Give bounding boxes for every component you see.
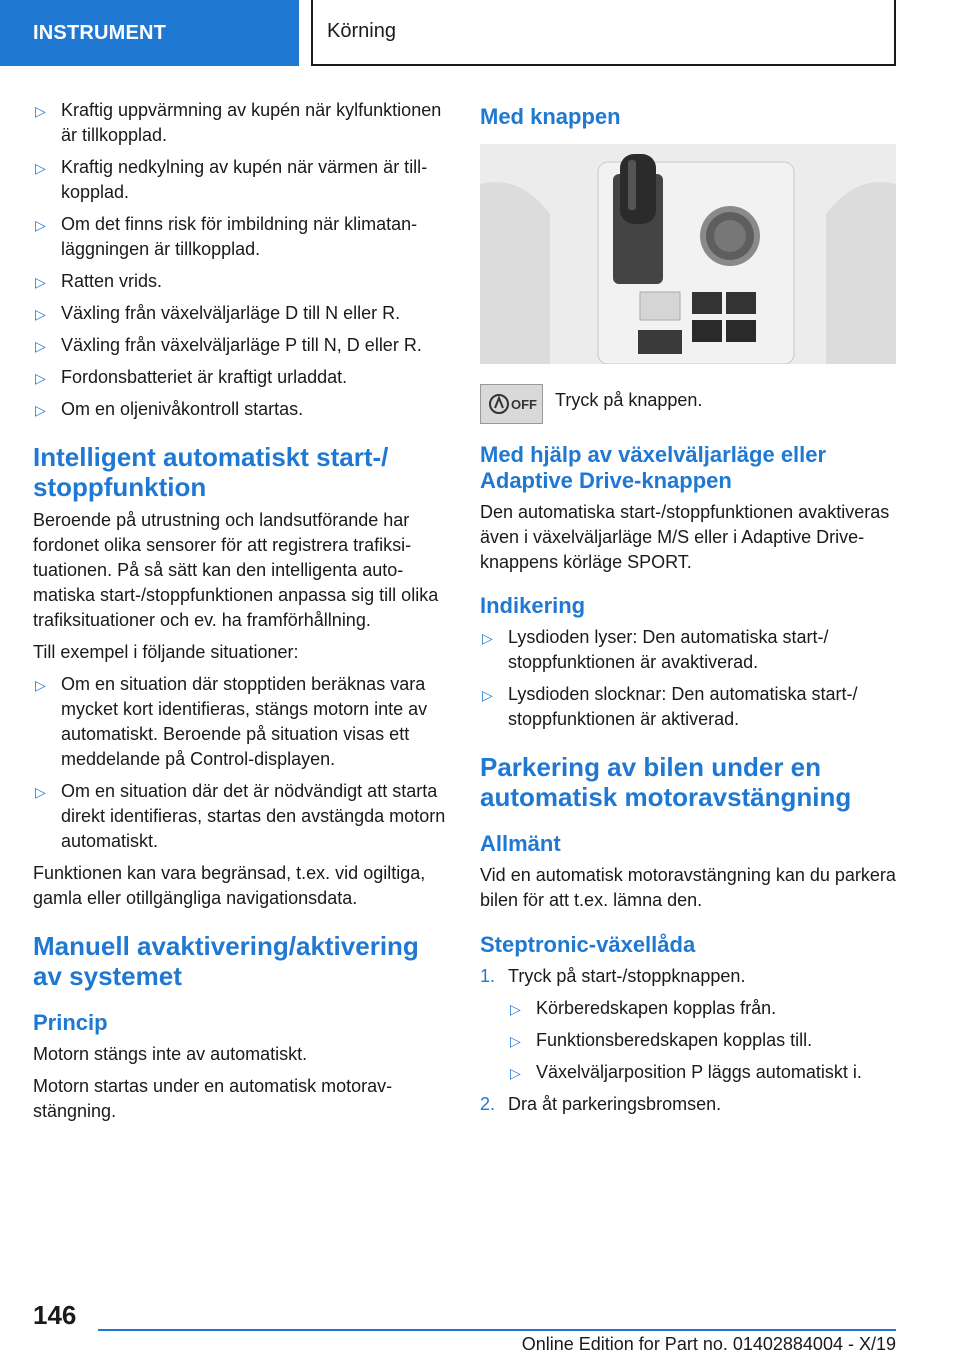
paragraph-princip-2: Motorn startas under en automatisk motoravstängning. — [33, 1076, 393, 1121]
list-item: ▷ Om en situation där stopptiden beräknas vara mycket kort identifieras, stängs motorn inte av automatiskt. Beroende på situation visas ett meddelande på Control-displayen. — [35, 674, 428, 769]
heading-manual-deactivation: Manuell avaktivering/aktivering av systemet — [33, 931, 419, 991]
step-number: 2. — [480, 1094, 496, 1114]
list-item: ▷ Ratten vrids. — [33, 269, 448, 294]
step-number: 1. — [480, 966, 496, 986]
list-item: ▷ Om en oljenivåkontroll startas. — [33, 397, 448, 422]
list-item: ▷ Växling från växelväljarläge P till N, D eller R. — [33, 333, 448, 358]
heading-intelligent-start-stop: Intelligent automatiskt start-/ stoppfunktion — [33, 442, 389, 502]
list-item: ▷ Fordonsbatteriet är kraftigt urladdat. — [33, 365, 448, 390]
bullet-triangle-icon: ▷ — [35, 217, 46, 233]
paragraph-intelligent: Beroende på utrustning och landsutförande har fordonet olika sensorer för att registrera trafiksituationen. På så sätt kan den intelligenta automatiska start-/stoppfunktionen anpassa sig till olika trafiksituationer och ev. ha framförhållning. — [33, 510, 439, 630]
footer-divider — [98, 1329, 896, 1331]
list-item: ▷ Om en situation där det är nödvändigt att starta direkt identifieras, startas den avstängda motorn automatiskt. — [35, 781, 446, 851]
heading-steptronic: Steptronic-växellåda — [480, 932, 696, 957]
numbered-list-steps-continued — [480, 1092, 896, 1117]
heading-with-button: Med knappen — [480, 104, 621, 129]
chapter-tab[interactable]: INSTRUMENT — [0, 0, 299, 66]
bullet-triangle-icon: ▷ — [35, 338, 46, 354]
bullet-triangle-icon: ▷ — [510, 1065, 521, 1081]
list-item: 1. Tryck på start-/stoppknappen. — [480, 964, 896, 989]
bullet-triangle-icon: ▷ — [35, 274, 46, 290]
center-console-photo — [480, 144, 896, 364]
paragraph-general: Vid en automatisk motoravstängning kan du parkera bilen för att t.ex. lämna den. — [480, 865, 896, 910]
list-item: ▷ Lysdioden slocknar: Den automatiska start-/ stoppfunktionen är aktiverad. — [482, 684, 858, 729]
center-console-illustration — [480, 144, 896, 364]
numbered-list-steps — [480, 964, 896, 989]
paragraph-example: Till exempel i följande situationer: — [33, 642, 299, 662]
bullet-triangle-icon: ▷ — [482, 630, 493, 646]
paragraph-press-button: Tryck på knappen. — [555, 390, 703, 410]
bullet-triangle-icon: ▷ — [35, 402, 46, 418]
bullet-triangle-icon: ▷ — [482, 687, 493, 703]
auto-start-stop-off-icon — [480, 384, 543, 424]
bullet-triangle-icon: ▷ — [510, 1033, 521, 1049]
page-number: 146 — [33, 1300, 77, 1330]
bullet-triangle-icon: ▷ — [35, 370, 46, 386]
bullet-triangle-icon: ▷ — [35, 306, 46, 322]
off-button-row — [480, 384, 896, 424]
heading-general: Allmänt — [480, 831, 561, 856]
page-header — [0, 0, 960, 66]
bullet-triangle-icon: ▷ — [35, 677, 46, 693]
bullet-list-indication — [480, 625, 896, 732]
heading-selector-lever: Med hjälp av växelväljarläge eller Adaptive Drive-knappen — [480, 442, 827, 493]
bullet-triangle-icon: ▷ — [35, 103, 46, 119]
list-item: ▷ Kraftig uppvärmning av kupén när kylfunktionen är tillkopplad. — [35, 100, 442, 145]
list-item: ▷ Lysdioden lyser: Den automatiska start-/ stoppfunktionen är avaktiverad. — [482, 627, 829, 672]
bullet-list-conditions — [33, 98, 448, 422]
paragraph-limited: Funktionen kan vara begränsad, t.ex. vid ogiltiga, gamla eller otillgängliga navigationsdata. — [33, 863, 426, 908]
heading-indication: Indikering — [480, 593, 586, 618]
bullet-triangle-icon: ▷ — [35, 160, 46, 176]
list-item: ▷ Växling från växelväljarläge D till N eller R. — [33, 301, 448, 326]
footer-edition-link[interactable]: Online Edition for Part no. 01402884004 - X/19 — [521, 1334, 896, 1354]
list-item: ▷ Funktionsberedskapen kopplas till. — [508, 1028, 896, 1053]
list-item: ▷ Växelväljarposition P läggs automatiskt i. — [508, 1060, 896, 1085]
right-column — [480, 98, 896, 1124]
bullet-list-examples — [33, 672, 448, 854]
list-item: ▷ Kraftig nedkylning av kupén när värmen är tillkopplad. — [35, 157, 428, 202]
paragraph-selector: Den automatiska start-/stoppfunktionen avaktiveras även i växelväljarläge M/S eller i Adaptive Drive-knappens körläge SPORT. — [480, 502, 890, 572]
section-title: Körning — [311, 0, 896, 66]
left-column — [33, 98, 448, 1131]
svg-text:OFF: OFF — [511, 397, 537, 412]
heading-parking: Parkering av bilen under en automatisk motoravstängning — [480, 752, 852, 812]
bullet-triangle-icon: ▷ — [510, 1001, 521, 1017]
list-item: 2. Dra åt parkeringsbromsen. — [480, 1092, 896, 1117]
sub-bullet-list — [508, 996, 896, 1085]
paragraph-princip-1: Motorn stängs inte av automatiskt. — [33, 1044, 308, 1064]
heading-princip: Princip — [33, 1010, 108, 1035]
list-item: ▷ Körberedskapen kopplas från. — [508, 996, 896, 1021]
bullet-triangle-icon: ▷ — [35, 784, 46, 800]
list-item: ▷ Om det finns risk för imbildning när klimatanläggningen är tillkopplad. — [35, 214, 418, 259]
